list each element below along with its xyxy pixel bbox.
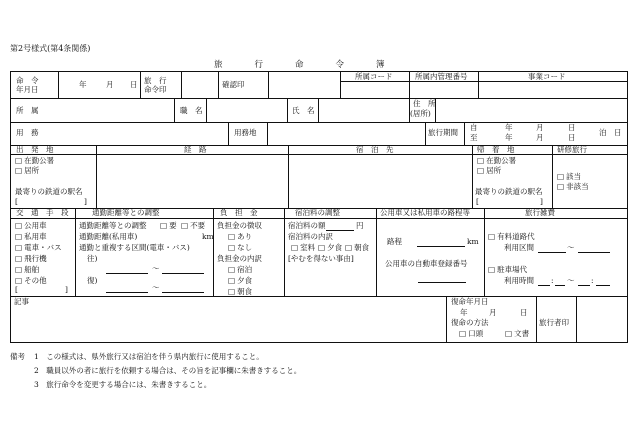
recovery-document-checkbox[interactable]: □ 文書 (505, 330, 529, 339)
row-line-4 (10, 154, 628, 155)
parking-tilde: 〜 (567, 276, 575, 285)
r5-v4 (376, 208, 377, 296)
confirm-seal-label: 確認印 (222, 80, 245, 89)
dept-code-label: 所属コード (355, 72, 393, 81)
row-line-3 (10, 145, 628, 146)
commute-dist-label: 通勤距離(私用車) (79, 232, 138, 241)
recovery-year: 年 (460, 308, 468, 317)
position-label: 職 名 (180, 106, 203, 115)
r5-v3 (284, 208, 285, 296)
transport-bracket-open: [ (15, 285, 18, 294)
car-route-header: 公用車又は私用車の路程等 (380, 208, 470, 217)
training-header: 研修旅行 (557, 145, 587, 154)
parking-colon-2: : (591, 276, 594, 285)
route-km-unit: km (467, 237, 479, 246)
toll-checkbox[interactable]: □ 有料道路代 (488, 233, 535, 242)
order-day: 日 (130, 80, 138, 89)
parking-colon-1: : (551, 276, 554, 285)
row-line-1 (10, 98, 628, 99)
inbound-tilde: 〜 (152, 283, 160, 292)
dist-need-checkbox[interactable]: □ 要 (160, 222, 177, 231)
dist-noneed-checkbox[interactable]: □ 不要 (181, 222, 205, 231)
r4-v4 (552, 145, 553, 208)
r5-v2 (213, 208, 214, 296)
r1-v3 (181, 71, 182, 98)
ret-residence-checkbox[interactable]: □ 居所 (477, 167, 501, 176)
period-to: 至 (470, 133, 478, 142)
outbound-tilde: 〜 (152, 264, 160, 273)
r6-v1 (446, 296, 447, 342)
dep-residence-checkbox[interactable]: □ 居所 (15, 167, 39, 176)
lodging-header: 宿 泊 先 (356, 145, 394, 154)
toll-from-line (538, 252, 566, 253)
remark-item: 2 職員以外の者に旅行を依頼する場合は、その旨を記事欄に朱書きすること。 (34, 366, 302, 375)
parking-m1-line (555, 285, 565, 286)
burden-collect-label: 負担金の徴収 (217, 221, 262, 230)
parking-time-label: 利用時間 (504, 276, 534, 285)
transport-ship[interactable]: □ 船舶 (15, 266, 39, 275)
notes-label: 記事 (14, 297, 29, 306)
toll-section-label: 利用区間 (504, 243, 534, 252)
r3-v4 (464, 122, 465, 145)
order-year: 年 (79, 80, 87, 89)
car-reg-line (418, 282, 466, 283)
parking-h1-line (538, 285, 550, 286)
r1-v8 (478, 71, 479, 98)
r6-v2 (536, 296, 537, 342)
nights-days-label: 泊 日 (599, 128, 622, 137)
lodging-room-checkbox[interactable]: □ 室料 (291, 244, 315, 253)
route-distance-line (417, 246, 465, 247)
frame-bottom (10, 342, 628, 343)
from-day: 日 (568, 123, 576, 132)
transport-other[interactable]: □ その他 (15, 277, 47, 286)
route-header: 経 路 (184, 145, 207, 154)
toll-tilde: 〜 (567, 243, 575, 252)
r4-v2 (288, 145, 289, 208)
recovery-day: 日 (520, 308, 528, 317)
outbound-to-line (162, 273, 204, 274)
return-header: 帰 着 地 (477, 145, 515, 154)
burden-breakfast-checkbox[interactable]: □ 朝食 (228, 288, 252, 297)
frame-left (10, 71, 11, 342)
order-date-label: 命 令 年月日 (16, 76, 39, 95)
inbound-to-line (162, 292, 204, 293)
burden-detail-label: 負担金の内訳 (217, 254, 262, 263)
burden-yes-checkbox[interactable]: □ あり (228, 233, 252, 242)
purpose-label: 用 務 (16, 128, 39, 137)
r3-v3 (425, 122, 426, 145)
training-no-checkbox[interactable]: □ 非該当 (557, 183, 589, 192)
name-label: 氏 名 (292, 106, 315, 115)
outbound-from-line (106, 273, 148, 274)
distance-adjust-header: 通勤距離等との調整 (92, 208, 160, 217)
recovery-method-label: 復命の方法 (451, 318, 489, 327)
commute-km-unit: km (202, 232, 214, 241)
transport-bracket-close: ] (65, 285, 68, 294)
transport-airplane[interactable]: □ 飛行機 (15, 255, 47, 264)
r2-v4 (318, 98, 319, 122)
car-reg-label: 公用車の自動車登録番号 (385, 259, 468, 268)
r1-v5 (268, 71, 269, 98)
inbound-from-line (106, 292, 148, 293)
frame-right (627, 71, 628, 342)
transport-header: 交 通 手 段 (16, 208, 69, 217)
row-line-6 (10, 218, 628, 219)
dist-check-label: 通勤距離等との調整 (79, 221, 147, 230)
misc-expenses-header: 旅行雑費 (525, 208, 555, 217)
recovery-oral-checkbox[interactable]: □ 口頭 (459, 330, 483, 339)
unavoidable-reason-label: [やむを得ない事由] (288, 254, 354, 263)
ret-office-checkbox[interactable]: □ 在勤公署 (477, 157, 516, 166)
r5-v5 (484, 208, 485, 296)
recovery-date-label: 復命年月日 (451, 297, 489, 306)
parking-m2-line (596, 285, 610, 286)
order-month: 月 (106, 80, 114, 89)
remarks-label: 備考 (10, 352, 25, 361)
r2-v3 (287, 98, 288, 122)
r6-v3 (576, 296, 577, 342)
training-yes-checkbox[interactable]: □ 該当 (557, 173, 581, 182)
ret-bracket-open: [ (476, 197, 479, 206)
lodging-adjust-header: 宿泊料の調整 (295, 208, 340, 217)
burden-no-checkbox[interactable]: □ なし (228, 244, 252, 253)
r4-v3 (472, 145, 473, 208)
r1-v2 (140, 71, 141, 98)
to-day: 日 (568, 133, 576, 142)
from-month: 月 (536, 123, 544, 132)
form-number: 第2号様式(第4条関係) (10, 44, 91, 53)
lodging-amount-line (326, 230, 354, 231)
lodging-breakfast-checkbox[interactable]: □ 朝食 (345, 244, 369, 253)
transport-train-bus[interactable]: □ 電車・バス (15, 244, 62, 253)
form-title: 旅行命令簿 (214, 60, 417, 70)
lodging-amount-label: 宿泊料の額 (288, 221, 326, 230)
inbound-label: 復) (87, 276, 98, 285)
toll-to-line (578, 252, 610, 253)
remark-item: 3 旅行命令を変更する場合には、朱書きすること。 (34, 380, 212, 389)
transport-private-car[interactable]: □ 私用車 (15, 233, 47, 242)
dept-label: 所 属 (16, 106, 39, 115)
r2-v1 (174, 98, 175, 122)
r1-v4 (218, 71, 219, 98)
traveler-seal-label: 旅行者印 (539, 318, 569, 327)
overlap-label: 通勤と重複する区間(電車・バス) (79, 243, 190, 252)
dep-station-label: 最寄りの鉄道の駅名 (15, 187, 83, 196)
burden-lodging-checkbox[interactable]: □ 宿泊 (228, 266, 252, 275)
recovery-month: 月 (489, 308, 497, 317)
remark-item: 1 この様式は、県外旅行又は宿泊を伴う県内旅行に使用すること。 (34, 352, 264, 361)
period-label: 旅行期間 (428, 128, 458, 137)
address-label: 住 所 (413, 99, 436, 108)
r1-v7 (409, 71, 410, 98)
from-year: 年 (505, 123, 513, 132)
ret-station-label: 最寄りの鉄道の駅名 (475, 187, 543, 196)
lodging-dinner-checkbox[interactable]: □ 夕食 (318, 244, 342, 253)
to-year: 年 (505, 133, 513, 142)
parking-checkbox[interactable]: □ 駐車場代 (488, 266, 527, 275)
departure-header: 出 発 地 (16, 145, 54, 154)
dep-bracket-open: [ (15, 197, 18, 206)
internal-code-label: 所属内管理番号 (415, 72, 468, 81)
business-code-label: 事業コード (528, 72, 566, 81)
outbound-label: 往) (87, 254, 98, 263)
r1-v6 (340, 71, 341, 98)
r1-v1 (58, 71, 59, 98)
transport-official-car[interactable]: □ 公用車 (15, 222, 47, 231)
r4-v1 (96, 145, 97, 208)
dep-office-checkbox[interactable]: □ 在勤公署 (15, 157, 54, 166)
r3-v1 (228, 122, 229, 145)
dep-bracket-close: ] (84, 197, 87, 206)
r5-v1 (75, 208, 76, 296)
parking-h2-line (578, 285, 590, 286)
lodging-detail-label: 宿泊料の内訳 (288, 232, 333, 241)
r3-v2 (267, 122, 268, 145)
burden-header: 負 担 金 (220, 208, 258, 217)
ret-bracket-close: ] (540, 197, 543, 206)
location-label: 用務地 (234, 128, 257, 137)
burden-dinner-checkbox[interactable]: □ 夕食 (228, 277, 252, 286)
to-month: 月 (536, 133, 544, 142)
r2-v2 (206, 98, 207, 122)
residence-label: (居所) (410, 109, 431, 118)
period-from: 自 (470, 123, 478, 132)
travel-orderer-seal-label: 旅 行 命令印 (144, 76, 167, 95)
lodging-yen-unit: 円 (356, 221, 364, 230)
route-distance-label: 路程 (387, 237, 402, 246)
